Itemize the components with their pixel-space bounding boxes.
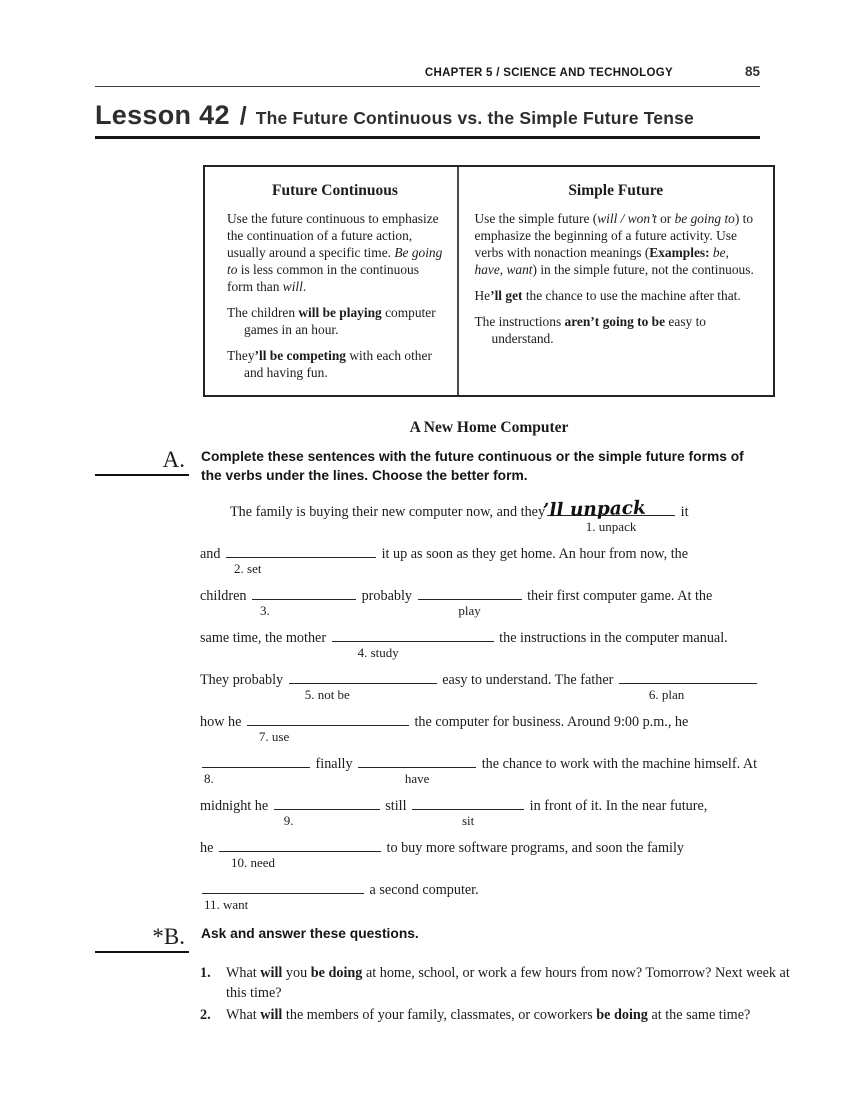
sentence-text: he [200,840,217,856]
handwritten-answer: ’ll unpack [542,497,647,522]
text-run: be doing [596,1007,648,1023]
verb-hint-label: have [404,771,430,786]
sentence-text: how he [200,714,245,730]
text-run: with each other and having fun. [244,348,432,380]
lesson-title-bar [95,100,760,139]
text-run: the members of your family, classmates, or coworkers [282,1007,597,1023]
verb-hint-label: 8. [204,771,214,786]
exercise-a-label: A. [95,447,189,476]
exercise-sentence-line [200,544,782,576]
text-run: at home, school, or work a few hours from now? Tomorrow? Next week at this time? [226,965,790,1001]
text-run: be [712,245,726,260]
answer-blank[interactable] [358,754,476,786]
text-run: ) in the simple future, not the continuous. [532,262,754,277]
sentence-text: children [200,588,251,604]
sentence-text: easy to understand. The father [438,672,617,688]
text-run: easy to understand. [491,314,706,346]
text-run: want [506,262,533,277]
text-run: be doing [310,965,363,981]
text-run: ’ll get [490,288,523,303]
sentence-text: finally [312,756,357,772]
page-header [95,64,760,87]
rule-column-future-continuous [205,167,457,395]
answer-blank[interactable] [412,796,524,828]
exercise-story-title: A New Home Computer [409,419,569,436]
answer-blank[interactable] [274,796,380,828]
sentence-text: and [200,546,225,562]
answer-blank[interactable] [542,497,675,534]
text-run: He [474,288,491,303]
exercise-sentence-line [200,712,782,744]
verb-hint-label: 4. study [357,645,399,660]
verb-hint-label: play [458,603,481,618]
verb-hint-label: 11. want [204,897,249,912]
exercise-sentence-line [200,838,782,870]
exercise-sentence-line [200,497,782,534]
text-run: What [226,1007,261,1023]
verb-hint-label: 7. use [258,729,290,744]
sentence-text: the computer for business. Around 9:00 p.m., he [410,714,689,730]
text-run: They [227,348,255,363]
text-run: The children [227,305,299,320]
exercise-sentence-line [200,754,782,786]
discussion-question [200,1006,790,1026]
answer-blank[interactable] [247,712,409,744]
sentence-text: their first computer game. At the [523,588,713,604]
text-run: Use the simple future ( [474,211,598,226]
verb-hint-label: 5. not be [304,687,350,702]
sentence-text: to buy more software programs, and soon the family [382,840,684,856]
text-run: will [260,965,283,981]
exercise-a-instructions: Complete these sentences with the future continuous or the simple future forms of the verbs under the lines. Choose the better form. [201,449,744,483]
sentence-text: the chance to work with the machine himself. At [478,756,758,772]
text-run: you [282,965,311,981]
text-run: ’ll be competing [254,348,347,363]
chapter-label: CHAPTER 5 / SCIENCE AND TECHNOLOGY [424,67,673,79]
exercise-b-questions [200,964,790,1026]
text-run: is less common in the continuous form than [227,262,419,294]
rule-examples [475,287,758,347]
exercise-sentence-line [200,880,782,912]
question-number: 1. [200,965,211,981]
exercise-sentence-line [200,628,782,660]
text-run: What [226,965,261,981]
question-text [226,1006,790,1026]
lesson-title: The Future Continuous vs. the Simple Future Tense [255,108,694,128]
text-run: will [282,279,303,294]
rule-example-sentence [475,287,758,304]
text-run: the chance to use the machine after that. [522,288,741,303]
sentence-text: still [381,798,411,814]
sentence-text: same time, the mother [200,630,330,646]
exercise-b-instructions: Ask and answer these questions. [201,926,419,941]
answer-blank[interactable] [202,880,364,912]
discussion-question [200,964,790,1003]
rule-example-sentence [475,313,758,347]
answer-blank[interactable] [252,586,356,618]
sentence-text: They probably [200,672,287,688]
rule-examples [227,304,443,381]
answer-blank[interactable] [202,754,310,786]
sentence-text: probably [358,588,416,604]
answer-blank[interactable] [226,544,376,576]
answer-blank[interactable] [219,838,381,870]
text-run: computer games in an hour. [244,305,436,337]
text-run: , [499,262,507,277]
verb-hint-label: 2. set [234,561,262,576]
sentence-text: it [677,504,689,520]
exercise-b-label: *B. [95,924,189,953]
exercise-b-header [95,924,760,953]
text-run: ) to emphasize the beginning of a future activity. Use verbs with nonaction meanings ( [474,211,754,260]
grammar-rule-box [203,165,775,397]
verb-hint-label: 1. unpack [585,519,637,534]
title-separator: / [239,102,247,130]
question-number: 2. [200,1007,211,1023]
verb-hint-label: sit [461,813,475,828]
exercise-sentence-line [200,796,782,828]
sentence-text: The family is buying their new computer now, and they [230,504,546,520]
text-run: , [725,245,729,260]
text-run: Use the future continuous to emphasize the continuation of a future action, usually around a specific time. [227,211,439,260]
text-run: or [656,211,675,226]
page-number: 85 [744,64,760,79]
exercise-a-lines [200,497,782,912]
exercise-sentence-line [200,586,782,618]
text-run: will / won’t [597,211,657,226]
rule-column-simple-future [459,167,774,395]
answer-blank[interactable] [418,586,522,618]
answer-blank[interactable] [332,628,494,660]
text-run: will be playing [298,305,382,320]
sentence-text: midnight he [200,798,272,814]
text-run: will [260,1007,283,1023]
verb-hint-label: 9. [283,813,294,828]
answer-blank[interactable] [619,670,757,702]
rule-paragraph [475,210,758,278]
text-run: Be going to [227,245,443,277]
verb-hint-label: 10. need [230,855,275,870]
text-run: Examples: [649,245,710,260]
lesson-number: Lesson 42 [95,100,230,130]
text-run: aren’t going to be [564,314,666,329]
sentence-text: it up as soon as they get home. An hour from now, the [378,546,689,562]
rule-example-sentence [227,304,443,338]
exercise-a-header [95,447,760,485]
rule-paragraph [227,210,443,295]
text-run: have [474,262,500,277]
verb-hint-label: 6. plan [648,687,685,702]
exercise-sentence-line [200,670,782,702]
verb-hint-label: 3. [260,603,270,618]
sentence-text: in front of it. In the near future, [526,798,708,814]
rule-column-title: Future Continuous [272,182,398,199]
text-run: The instructions [474,314,565,329]
sentence-text: the instructions in the computer manual. [495,630,728,646]
sentence-text: a second computer. [366,882,479,898]
text-run: be going to [674,211,735,226]
text-run: at the same time? [647,1007,751,1023]
question-text [226,964,790,1003]
rule-example-sentence [227,347,443,381]
text-run: . [302,279,307,294]
answer-blank[interactable] [289,670,437,702]
rule-column-title: Simple Future [568,182,664,199]
